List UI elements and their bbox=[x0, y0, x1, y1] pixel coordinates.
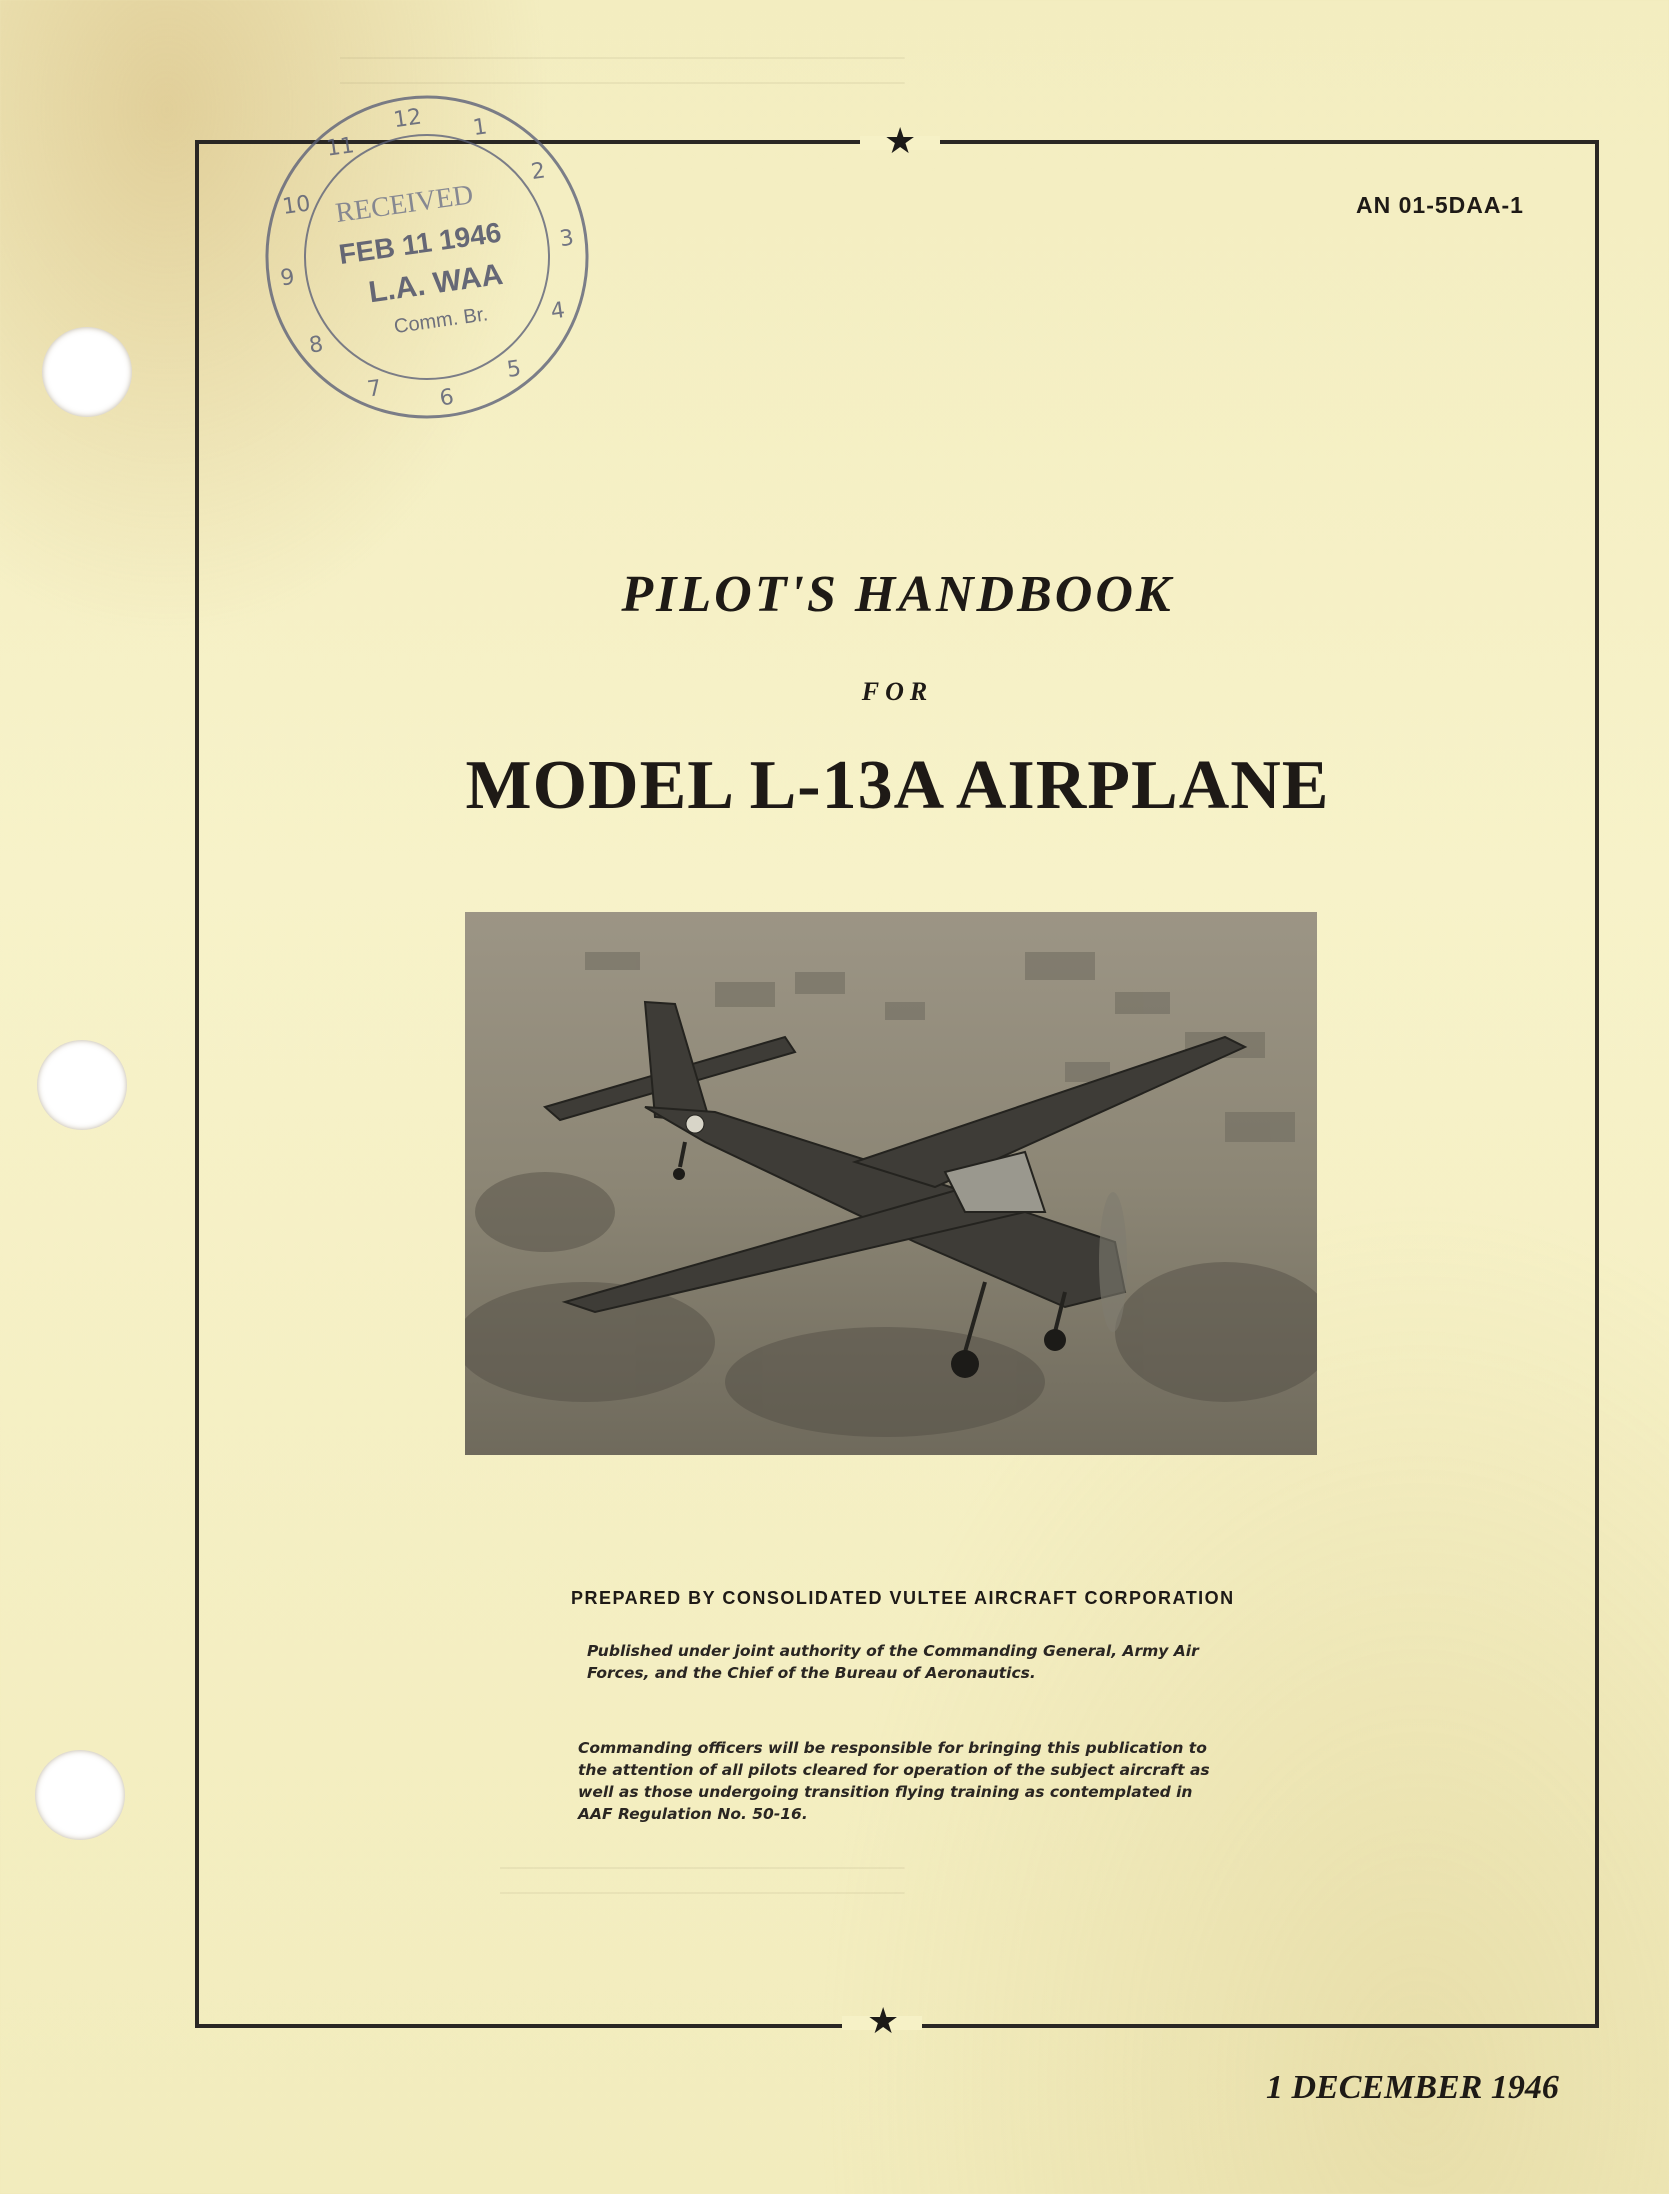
star-ornament-top: ★ bbox=[884, 121, 917, 162]
binder-hole-top bbox=[42, 327, 132, 417]
stamp-clock-number: 2 bbox=[529, 158, 547, 186]
show-through-text: ―――――――――――――――――――――――――――――――――――――――――――――――― bbox=[500, 1860, 905, 1876]
publication-date: 1 DECEMBER 1946 bbox=[1266, 2069, 1559, 2106]
stamp-clock-number: 4 bbox=[549, 297, 567, 325]
show-through-text: ―――――――――――――――――――――――――――――――――――――――――――――――― bbox=[500, 1885, 905, 1901]
stamp-clock-number: 6 bbox=[438, 384, 456, 412]
stamp-clock-number: 11 bbox=[324, 133, 357, 162]
prepared-by-line: PREPARED BY CONSOLIDATED VULTEE AIRCRAFT CORPORATION bbox=[571, 1588, 1235, 1608]
authority-paragraph: Published under joint authority of the Commanding General, Army Air Forces, and the Chief of the Bureau of Aeronautics. bbox=[587, 1642, 1199, 1682]
title-connector: FOR bbox=[861, 677, 934, 706]
aircraft-model-title: MODEL L-13A AIRPLANE bbox=[465, 747, 1330, 824]
document-number: AN 01-5DAA-1 bbox=[1356, 192, 1524, 218]
show-through-text: ――――――――――――――――――――――――――――――――――――――――――――――――――――――――――――――――――― bbox=[340, 50, 905, 66]
svg-text:L.A. WAA: L.A. WAA bbox=[366, 257, 505, 310]
svg-text:RECEIVED: RECEIVED bbox=[333, 179, 476, 230]
svg-text:FEB 11 1946: FEB 11 1946 bbox=[336, 216, 504, 271]
stamp-clock-number: 8 bbox=[307, 331, 325, 359]
stamp-clock-number: 7 bbox=[365, 375, 384, 403]
received-stamp bbox=[241, 71, 614, 444]
binder-hole-middle bbox=[37, 1040, 127, 1130]
stamp-clock-number: 10 bbox=[280, 191, 313, 220]
binder-hole-bottom bbox=[35, 1750, 125, 1840]
stamp-clock-number: 12 bbox=[391, 104, 424, 134]
stamp-clock-number: 1 bbox=[471, 114, 489, 142]
show-through-text: ――――――――――――――――――――――――――――――――――――――――――――――――――――――――――――――――――― bbox=[340, 75, 905, 91]
star-ornament-bottom: ★ bbox=[867, 2001, 900, 2042]
handbook-title: PILOT'S HANDBOOK bbox=[621, 566, 1174, 623]
svg-text:Comm. Br.: Comm. Br. bbox=[392, 303, 490, 339]
stamp-clock-number: 5 bbox=[505, 356, 523, 383]
stamp-clock-number: 3 bbox=[558, 225, 576, 253]
instruction-paragraph: Commanding officers will be responsible for bringing this publication to the attention of all pilots cleared for operation of the subject aircraft as well as those undergoing transition flying training as contemplated in AAF Regulation No. 50-16. bbox=[578, 1739, 1210, 1823]
stamp-clock-number: 9 bbox=[278, 264, 297, 292]
airplane-photo bbox=[465, 912, 1317, 1455]
